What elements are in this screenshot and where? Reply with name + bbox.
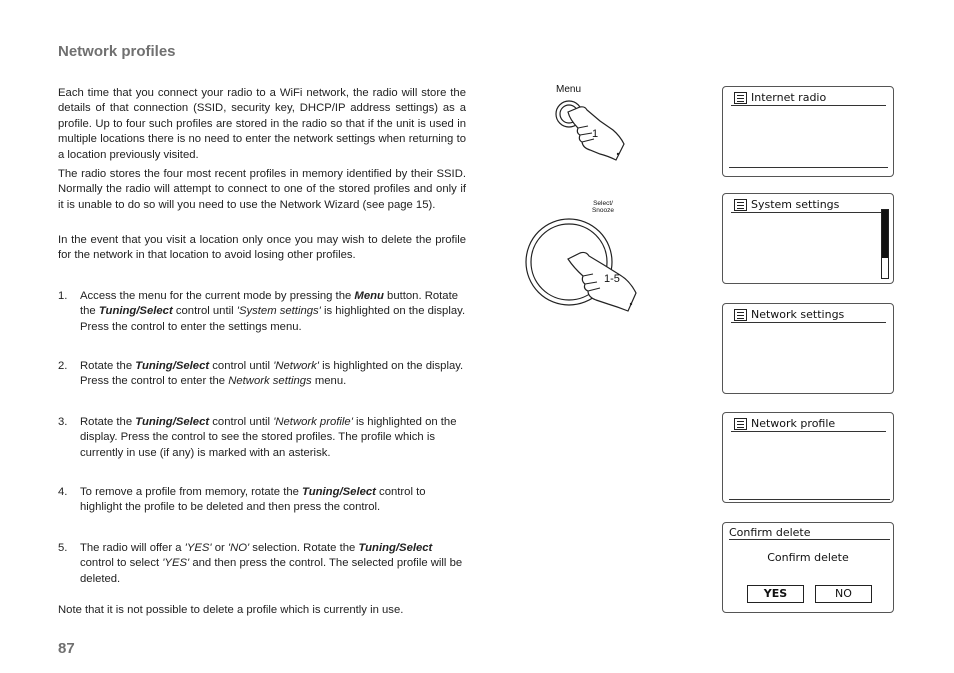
step-text-part: Tuning/Select (358, 542, 433, 554)
screen-system-settings (722, 193, 894, 284)
step-number: 1. (58, 290, 68, 302)
step-text-part: control to highlight the profile to be deleted and then press the control. (80, 486, 426, 514)
intro-paragraph-1: Each time that you connect your radio to a WiFi network, the radio will store the details of that connection (SSID, security key, DHCP/IP address settings) as a profile. Up to four such profiles are stored in the radio so that if the unit is used in multiple locations there is no need to enter the network settings when returning to a location previously visited. (58, 87, 466, 161)
step-text (80, 359, 466, 390)
step-text-part: button. Rotate the (80, 290, 459, 318)
menu-icon (734, 309, 747, 321)
step-text-part: and then press the control. The selected profile will be deleted. (80, 557, 463, 585)
step-text-part: To remove a profile from memory, rotate the (80, 486, 303, 498)
screen-title: System settings (751, 198, 840, 211)
page-heading: Network profiles (58, 43, 176, 60)
screen-network-settings (722, 303, 894, 394)
step-number: 2. (58, 360, 68, 372)
step-number: 5. (58, 542, 68, 554)
step-text-part: control until (172, 305, 237, 318)
step-text-part: 'Network profile' (273, 416, 353, 428)
step-text-part: Tuning/Select (135, 360, 210, 372)
intro-paragraph-2: The radio stores the four most recent profiles in memory identified by their SSID. Normally the radio will attempt to connect to one of the stored profiles and only if it is unable to do so will you need to use the Network Wizard (see page 15). (58, 168, 466, 211)
no-button[interactable]: NO (815, 585, 872, 603)
step-text-part: Rotate the (80, 416, 136, 428)
step-text (80, 541, 466, 587)
scrollbar-thumb (882, 210, 888, 258)
step-text-part: selection. Rotate the (249, 542, 359, 554)
screen-network-profile (722, 412, 894, 503)
step-text-part: is highlighted on the display. Press the control to enter the (80, 360, 464, 388)
dial-label-line-2: Snooze (591, 207, 615, 214)
page-number: 87 (58, 640, 75, 657)
screen-internet-radio (722, 86, 894, 177)
step-text-part: 'Network' (273, 360, 319, 372)
step-text-part: Tuning/Select (98, 305, 173, 318)
step-text-part: control until (209, 416, 274, 428)
step-text-part: Tuning/Select (135, 416, 210, 428)
step-text-part: or (211, 542, 228, 554)
step-text-part: is highlighted on the display. Press the control to enter the settings menu. (80, 305, 466, 333)
step-text-part: is highlighted on the display. Press the control to see the stored profiles. The profile which is currently in use (if any) is marked with an asterisk. (80, 416, 457, 459)
step-text-part: The radio will offer a (80, 542, 185, 554)
step-number: 3. (58, 416, 68, 428)
step-text (80, 485, 466, 516)
step-text-part: Network settings (228, 375, 312, 388)
screen-title: Network profile (751, 417, 836, 430)
screen-title: Network settings (751, 308, 845, 321)
step-text-part: menu. (311, 375, 347, 388)
screen-confirm-delete (722, 522, 894, 613)
intro-paragraph-3: In the event that you visit a location only once you may wish to delete the profile for the network in that location to avoid losing other profiles. (58, 234, 466, 262)
step-text-part: control until (209, 360, 274, 372)
step-text (80, 415, 466, 461)
step-text-part: Access the menu for the current mode by pressing the (80, 290, 355, 302)
step-text-part: Rotate the (80, 360, 136, 372)
menu-icon (734, 92, 747, 104)
dial-step-number: 1-5 (604, 273, 620, 285)
note-text: Note that it is not possible to delete a profile which is currently in use. (58, 604, 404, 616)
screen-title-bar (729, 526, 890, 540)
step-text-part: 'NO' (227, 542, 250, 554)
tuning-dial-press-illustration (520, 205, 660, 317)
yes-button[interactable]: YES (747, 585, 804, 603)
step-text-part: Tuning/Select (302, 486, 376, 498)
screen-title-bar (731, 199, 886, 213)
screen-divider (729, 499, 890, 500)
screen-title: Confirm delete (729, 526, 811, 539)
screen-title: Internet radio (751, 91, 827, 104)
confirm-message: Confirm delete (767, 551, 849, 564)
screen-title-bar (731, 92, 886, 106)
step-text-part: 'YES' (162, 557, 190, 570)
step-text-part: 'YES' (184, 542, 212, 554)
menu-button-label: Menu (556, 84, 582, 95)
step-text (80, 289, 466, 335)
step-number: 4. (58, 486, 68, 498)
step-text-part: Menu (354, 290, 384, 302)
menu-icon (734, 199, 747, 211)
screen-divider (729, 167, 888, 168)
dial-label-line-1: Select/ (593, 200, 613, 207)
step-text-part: control to select (80, 557, 163, 570)
menu-icon (734, 418, 747, 430)
screen-title-bar (731, 418, 886, 432)
scrollbar (881, 209, 889, 279)
screen-title-bar (731, 309, 886, 323)
step-text-part: 'System settings' (236, 305, 321, 318)
menu-step-number: 1 (592, 128, 599, 140)
